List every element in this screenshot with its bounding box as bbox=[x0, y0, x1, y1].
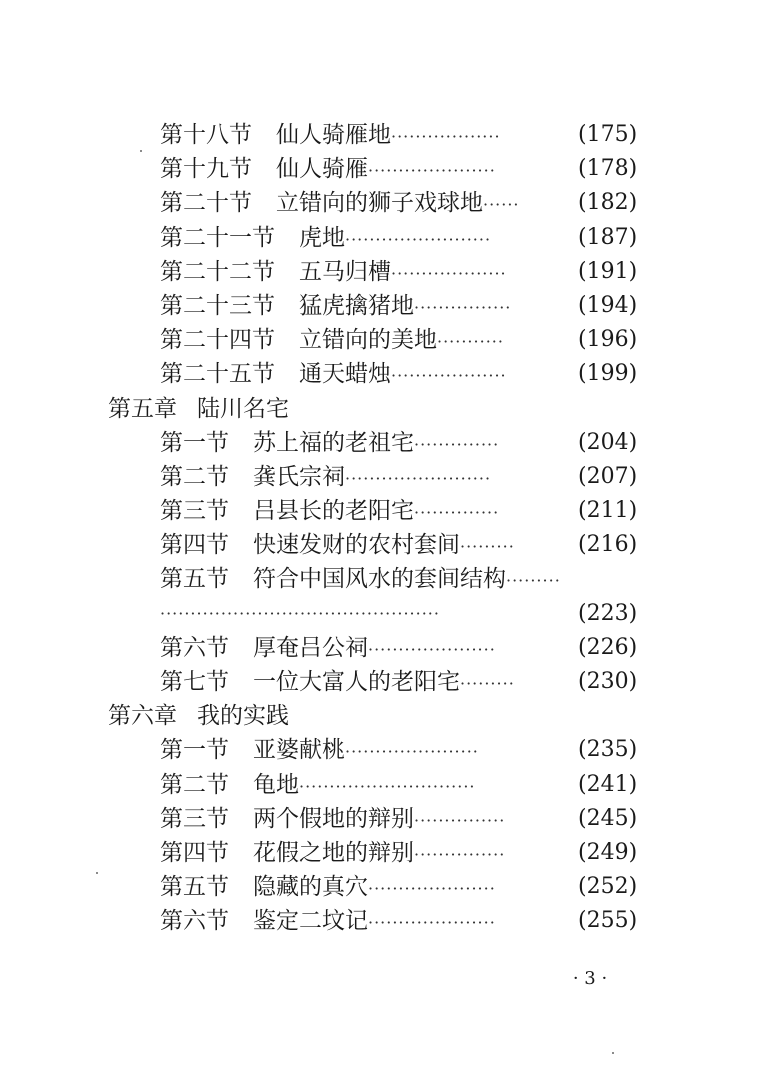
section-number: 第四节 bbox=[160, 839, 229, 866]
dot-leader: ························ bbox=[345, 229, 492, 249]
section-title: 符合中国风水的套间结构 bbox=[253, 566, 506, 593]
section-title: 花假之地的辩别 bbox=[253, 839, 414, 866]
toc-entry bbox=[0, 186, 763, 220]
toc-page-number: (255) bbox=[578, 908, 638, 934]
toc-entry bbox=[0, 870, 763, 904]
chapter-title: 陆川名宅 bbox=[197, 395, 289, 422]
dot-leader: ·············· bbox=[414, 503, 500, 523]
section-number: 第二十五节 bbox=[160, 361, 275, 388]
section-number: 第二十四节 bbox=[160, 327, 275, 354]
section-number: 第二十二节 bbox=[160, 258, 275, 285]
section-number: 第二十三节 bbox=[160, 292, 275, 319]
section-title: 两个假地的辩别 bbox=[253, 805, 414, 832]
section-number: 第二十节 bbox=[160, 190, 252, 217]
dot-leader: ·············· bbox=[414, 434, 500, 454]
toc-page-number: (249) bbox=[578, 839, 638, 865]
toc-entry bbox=[0, 802, 763, 836]
toc-page-number: (245) bbox=[578, 805, 638, 831]
toc-page-number: (182) bbox=[578, 190, 638, 216]
section-title: 五马归槽 bbox=[299, 258, 391, 285]
section-title: 龚氏宗祠 bbox=[253, 463, 345, 490]
toc-entry bbox=[0, 631, 763, 665]
toc-entry bbox=[0, 665, 763, 699]
dot-leader: ·················· bbox=[391, 127, 501, 146]
dot-leader: ··················· bbox=[391, 366, 507, 386]
dot-leader: ····················· bbox=[368, 913, 496, 933]
toc-page-number: (191) bbox=[578, 258, 638, 284]
chapter-number: 第五章 bbox=[108, 395, 177, 422]
dot-leader: ······ bbox=[483, 195, 520, 215]
toc-entry bbox=[0, 118, 763, 152]
toc-page-number: (204) bbox=[578, 429, 638, 455]
toc-page-number: (216) bbox=[578, 532, 638, 558]
dot-leader: ····················· bbox=[368, 639, 496, 659]
dot-leader: ········· bbox=[460, 537, 515, 557]
section-number: 第五节 bbox=[160, 566, 229, 593]
section-number: 第一节 bbox=[160, 429, 229, 456]
toc-page-number: (211) bbox=[578, 498, 638, 524]
dot-leader: ··············· bbox=[414, 844, 506, 864]
section-number: 第五节 bbox=[160, 874, 229, 901]
toc-entry bbox=[0, 221, 763, 255]
section-title: 一位大富人的老阳宅 bbox=[253, 669, 460, 695]
section-title: 隐藏的真穴 bbox=[253, 874, 368, 901]
toc-entry bbox=[0, 323, 763, 357]
section-number: 第二节 bbox=[160, 463, 229, 490]
toc-page-number: (207) bbox=[578, 463, 638, 489]
toc-entry bbox=[0, 357, 763, 391]
toc-entry bbox=[0, 562, 763, 596]
section-title: 仙人骑雁 bbox=[276, 156, 368, 183]
section-number: 第二十一节 bbox=[160, 224, 275, 251]
toc-entry bbox=[0, 152, 763, 186]
toc-entry bbox=[0, 768, 763, 802]
dot-leader: ····················· bbox=[368, 879, 496, 899]
section-title: 厚奄吕公祠 bbox=[253, 634, 368, 661]
section-number: 第十九节 bbox=[160, 156, 252, 183]
scan-speck bbox=[140, 150, 142, 152]
toc-entry bbox=[0, 426, 763, 460]
section-number: 第十八节 bbox=[160, 122, 252, 148]
toc-page-number: (199) bbox=[578, 361, 638, 387]
dot-leader: ··········· bbox=[437, 332, 504, 352]
toc-entry-continuation bbox=[0, 597, 763, 631]
toc-page-number: (252) bbox=[578, 874, 638, 900]
toc-chapter-heading bbox=[0, 392, 763, 426]
toc-entry bbox=[0, 836, 763, 870]
toc-page-number: (241) bbox=[578, 771, 638, 797]
toc-entry bbox=[0, 289, 763, 323]
dot-leader: ····················· bbox=[368, 161, 496, 181]
toc-page-number: (175) bbox=[578, 122, 638, 147]
section-title: 鉴定二坟记 bbox=[253, 908, 368, 935]
chapter-title: 我的实践 bbox=[197, 703, 289, 730]
section-title: 猛虎擒猪地 bbox=[299, 292, 414, 319]
section-title: 立错向的美地 bbox=[299, 327, 437, 354]
toc-entry bbox=[0, 733, 763, 767]
scan-speck bbox=[96, 872, 98, 874]
section-title: 通天蜡烛 bbox=[299, 361, 391, 388]
toc-entry bbox=[0, 460, 763, 494]
section-number: 第一节 bbox=[160, 737, 229, 764]
toc-entry bbox=[0, 528, 763, 562]
dot-leader: ········· bbox=[506, 571, 561, 591]
section-title: 仙人骑雁地 bbox=[276, 122, 391, 148]
toc-page-number: (196) bbox=[578, 327, 638, 353]
section-title: 吕县长的老阳宅 bbox=[253, 498, 414, 525]
toc-entry bbox=[0, 255, 763, 289]
section-number: 第三节 bbox=[160, 498, 229, 525]
scan-speck bbox=[612, 1052, 614, 1054]
toc-page-number: (235) bbox=[578, 737, 638, 763]
toc-page-number: (226) bbox=[578, 634, 638, 660]
section-title: 快速发财的农村套间 bbox=[253, 532, 460, 559]
section-title: 苏上福的老祖宅 bbox=[253, 429, 414, 456]
dot-leader: ·············································· bbox=[160, 603, 440, 623]
dot-leader: ··············· bbox=[414, 810, 506, 830]
table-of-contents bbox=[0, 118, 763, 939]
toc-chapter-heading bbox=[0, 699, 763, 733]
dot-leader: ······················ bbox=[345, 742, 479, 762]
toc-page-number: (194) bbox=[578, 292, 638, 318]
toc-page-number: (187) bbox=[578, 224, 638, 250]
section-number: 第六节 bbox=[160, 908, 229, 935]
section-title: 亚婆献桃 bbox=[253, 737, 345, 764]
section-title: 虎地 bbox=[299, 224, 345, 251]
dot-leader: ····························· bbox=[299, 776, 476, 796]
dot-leader: ················ bbox=[414, 297, 512, 317]
toc-page-number: (178) bbox=[578, 156, 638, 182]
section-number: 第四节 bbox=[160, 532, 229, 559]
chapter-number: 第六章 bbox=[108, 703, 177, 730]
toc-entry bbox=[0, 494, 763, 528]
toc-page-number: (230) bbox=[578, 669, 638, 694]
page-number-footer: · 3 · bbox=[572, 968, 608, 989]
section-title: 立错向的狮子戏球地 bbox=[276, 190, 483, 217]
section-title: 龟地 bbox=[253, 771, 299, 798]
dot-leader: ························ bbox=[345, 468, 492, 488]
dot-leader: ········· bbox=[460, 674, 515, 693]
section-number: 第二节 bbox=[160, 771, 229, 798]
toc-entry bbox=[0, 904, 763, 938]
section-number: 第六节 bbox=[160, 634, 229, 661]
dot-leader: ··················· bbox=[391, 263, 507, 283]
section-number: 第七节 bbox=[160, 669, 229, 695]
toc-page-number: (223) bbox=[578, 600, 638, 626]
section-number: 第三节 bbox=[160, 805, 229, 832]
